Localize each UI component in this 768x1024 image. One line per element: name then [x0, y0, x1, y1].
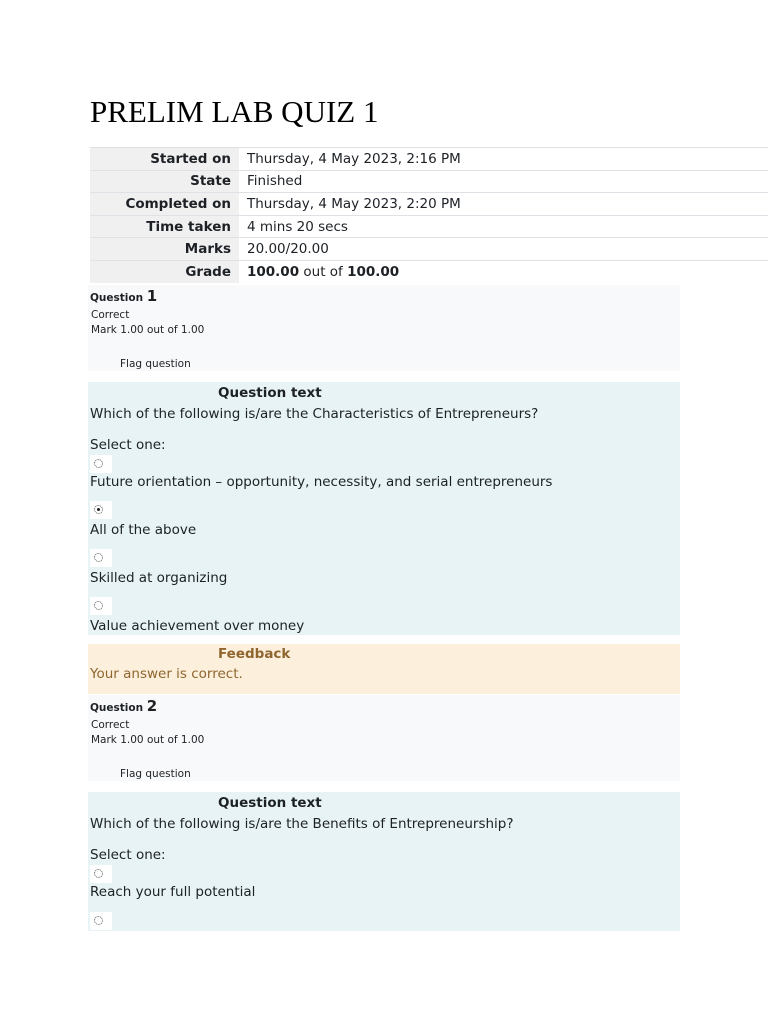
- question-2-prompt: Which of the following is/are the Benefits of Entrepreneurship?: [90, 816, 514, 832]
- option-1-label[interactable]: Future orientation – opportunity, necessity, and serial entrepreneurs: [90, 474, 553, 490]
- question-2-heading: [90, 697, 157, 715]
- attempt-summary-table: [90, 147, 768, 283]
- question-1-content: [88, 382, 680, 635]
- q2-option-1-radio-area: [90, 865, 112, 883]
- page-title: PRELIM LAB QUIZ 1: [90, 94, 379, 129]
- question-word: Question: [90, 292, 147, 304]
- question-1-flag-link[interactable]: Flag question: [120, 358, 191, 370]
- question-1-prompt: Which of the following is/are the Characteristics of Entrepreneurs?: [90, 406, 539, 422]
- question-1-mark: Mark 1.00 out of 1.00: [91, 324, 205, 336]
- summary-row-started: [90, 148, 768, 171]
- summary-row-marks: [90, 238, 768, 261]
- question-2-state: Correct: [91, 719, 130, 731]
- summary-value: 20.00/20.00: [239, 238, 768, 261]
- option-3-radio[interactable]: [94, 553, 103, 562]
- grade-score: 100.00: [247, 264, 300, 281]
- option-1-radio[interactable]: [94, 459, 103, 468]
- summary-row-time-taken: [90, 215, 768, 238]
- option-4-label[interactable]: Value achievement over money: [90, 618, 305, 634]
- select-one-label: Select one:: [90, 437, 166, 453]
- question-number: 2: [146, 697, 158, 715]
- summary-label: State: [90, 170, 239, 193]
- feedback-heading: Feedback: [218, 646, 291, 662]
- summary-row-grade: [90, 260, 768, 283]
- summary-label: Marks: [90, 238, 239, 261]
- summary-value: 4 mins 20 secs: [239, 215, 768, 238]
- grade-connector: out of: [299, 264, 348, 281]
- question-1-heading: [90, 287, 157, 305]
- option-2-radio-selected[interactable]: [94, 505, 103, 514]
- summary-label: Grade: [90, 260, 239, 283]
- summary-value: Thursday, 4 May 2023, 2:20 PM: [239, 193, 768, 216]
- q2-option-1-label[interactable]: Reach your full potential: [90, 884, 256, 900]
- summary-row-completed: [90, 193, 768, 216]
- summary-label: Time taken: [90, 215, 239, 238]
- summary-label: Started on: [90, 148, 239, 171]
- question-1-info: [88, 285, 680, 371]
- select-one-label: Select one:: [90, 847, 166, 863]
- question-word: Question: [90, 702, 147, 714]
- question-2-info: [88, 695, 680, 781]
- option-2-radio-area: [90, 501, 112, 519]
- summary-label: Completed on: [90, 193, 239, 216]
- question-2-flag-link[interactable]: Flag question: [120, 768, 191, 780]
- question-2-content: [88, 792, 680, 931]
- q2-option-2-radio-area: [90, 912, 112, 930]
- option-4-radio[interactable]: [94, 601, 103, 610]
- summary-value: [239, 260, 768, 283]
- option-1-radio-area: [90, 455, 112, 473]
- question-number: 1: [146, 287, 158, 305]
- option-3-label[interactable]: Skilled at organizing: [90, 570, 228, 586]
- summary-row-state: [90, 170, 768, 193]
- question-2-text-heading: Question text: [218, 795, 322, 811]
- option-4-radio-area: [90, 597, 112, 615]
- summary-value: Thursday, 4 May 2023, 2:16 PM: [239, 148, 768, 171]
- question-2-mark: Mark 1.00 out of 1.00: [91, 734, 205, 746]
- question-1-feedback: [88, 644, 680, 694]
- question-1-state: Correct: [91, 309, 130, 321]
- q2-option-2-radio[interactable]: [94, 916, 103, 925]
- grade-total: 100.00: [347, 264, 400, 281]
- question-1-text-heading: Question text: [218, 385, 322, 401]
- option-3-radio-area: [90, 549, 112, 567]
- q2-option-1-radio[interactable]: [94, 869, 103, 878]
- feedback-text: Your answer is correct.: [90, 666, 243, 682]
- summary-value: Finished: [239, 170, 768, 193]
- option-2-label[interactable]: All of the above: [90, 522, 197, 538]
